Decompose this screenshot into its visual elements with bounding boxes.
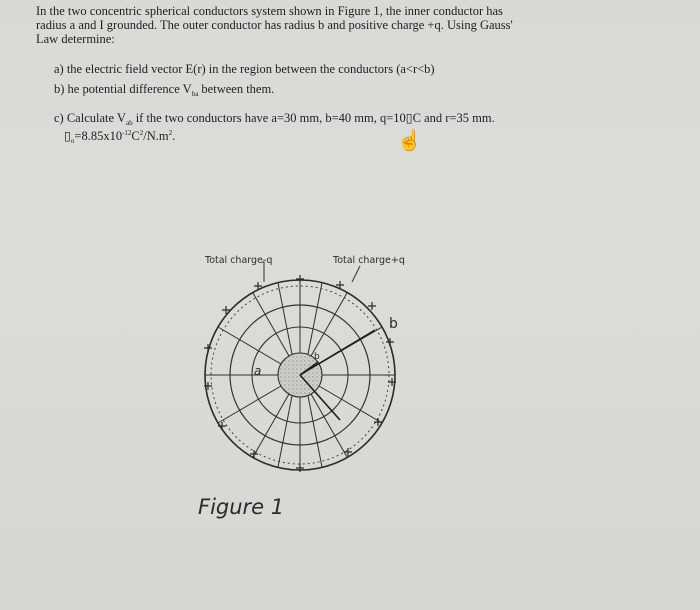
question-c-sub: ab — [125, 119, 133, 127]
question-c-prefix: c) Calculate V — [54, 111, 126, 125]
intro-line-1: In the two concentric spherical conductors system shown in Figure 1, the inner conductor has — [36, 4, 503, 18]
question-b-prefix: b) he potential difference V — [54, 82, 192, 96]
label-radius-a: a — [254, 364, 262, 378]
const-value: =8.85x10 — [74, 129, 123, 143]
const-sub: o — [70, 137, 75, 145]
const-exp: -12 — [122, 129, 132, 137]
const-unit-exp: 2 — [139, 129, 144, 137]
const-tail: /N.m — [143, 129, 169, 143]
question-c-suffix: if the two conductors have a=30 mm, b=40 mm, q=10▯C and r=35 mm. — [132, 111, 495, 125]
question-b-sub: ba — [191, 90, 199, 98]
const-unit: C — [131, 129, 140, 143]
question-b-suffix: between them. — [198, 82, 275, 96]
const-end: . — [172, 129, 176, 143]
const-symbol: ▯ — [64, 129, 71, 143]
intro-line-2: radius a and I grounded. The outer conductor has radius b and positive charge +q. Using Gauss' — [36, 18, 513, 32]
const-tail-exp: 2 — [168, 129, 173, 137]
label-radius-b: b — [389, 316, 398, 332]
label-total-charge-right: Total charge+q — [333, 255, 405, 266]
label-total-charge-left: Total charge-q — [205, 255, 273, 266]
figure-caption: Figure 1 — [198, 495, 285, 519]
question-a: a) the electric field vector E(r) in the region between the conductors (a<r<b) — [54, 62, 435, 76]
intro-line-3: Law determine: — [36, 32, 115, 46]
hand-cursor-icon: ☝ — [397, 130, 422, 152]
label-radius-b-inner: b — [314, 352, 320, 362]
